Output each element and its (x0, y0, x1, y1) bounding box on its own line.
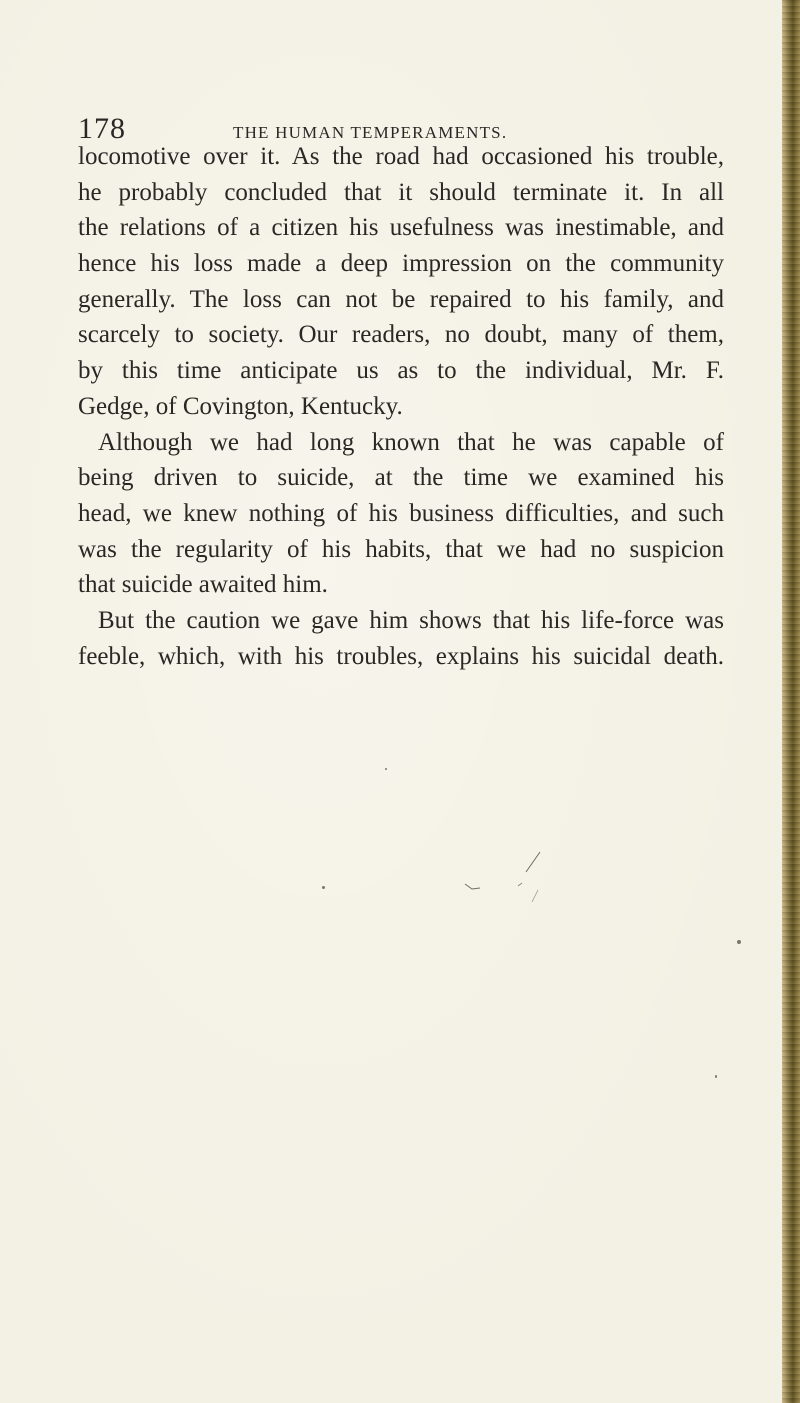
text-line: that suicide awaited him. (78, 571, 328, 599)
pencil-marks (440, 850, 560, 930)
body-text (78, 139, 724, 674)
text-line: But the caution we gave him shows that his life-force was (98, 606, 724, 634)
text-line: he probably concluded that it should terminate it. In all (78, 178, 724, 206)
text-line: head, we knew nothing of his business difficulties, and such (78, 499, 724, 527)
text-line: generally. The loss can not be repaired to his family, and (78, 285, 724, 313)
paper-speck (715, 1075, 717, 1078)
text-line: by this time anticipate us as to the individual, Mr. F. (78, 357, 724, 385)
text-line: locomotive over it. As the road had occasioned his trouble, (78, 143, 724, 170)
text-line: hence his loss made a deep impression on the community (78, 250, 724, 278)
running-head: THE HUMAN TEMPERAMENTS. (233, 123, 508, 142)
paper-speck (322, 886, 325, 889)
text-line: Although we had long known that he was capable of (98, 428, 724, 456)
text-line: the relations of a citizen his usefulness was inestimable, and (78, 214, 724, 242)
page-number: 178 (78, 112, 126, 145)
page-edge-shadow (782, 0, 800, 1403)
paper-speck (737, 940, 741, 944)
text-line: Gedge, of Covington, Kentucky. (78, 392, 403, 420)
text-line: being driven to suicide, at the time we examined his (78, 464, 724, 492)
paper-speck (385, 768, 387, 770)
text-line: scarcely to society. Our readers, no doubt, many of them, (78, 321, 724, 349)
text-line: feeble, which, with his troubles, explains his suicidal death. (78, 642, 724, 670)
text-line: was the regularity of his habits, that we had no suspicion (78, 535, 724, 563)
